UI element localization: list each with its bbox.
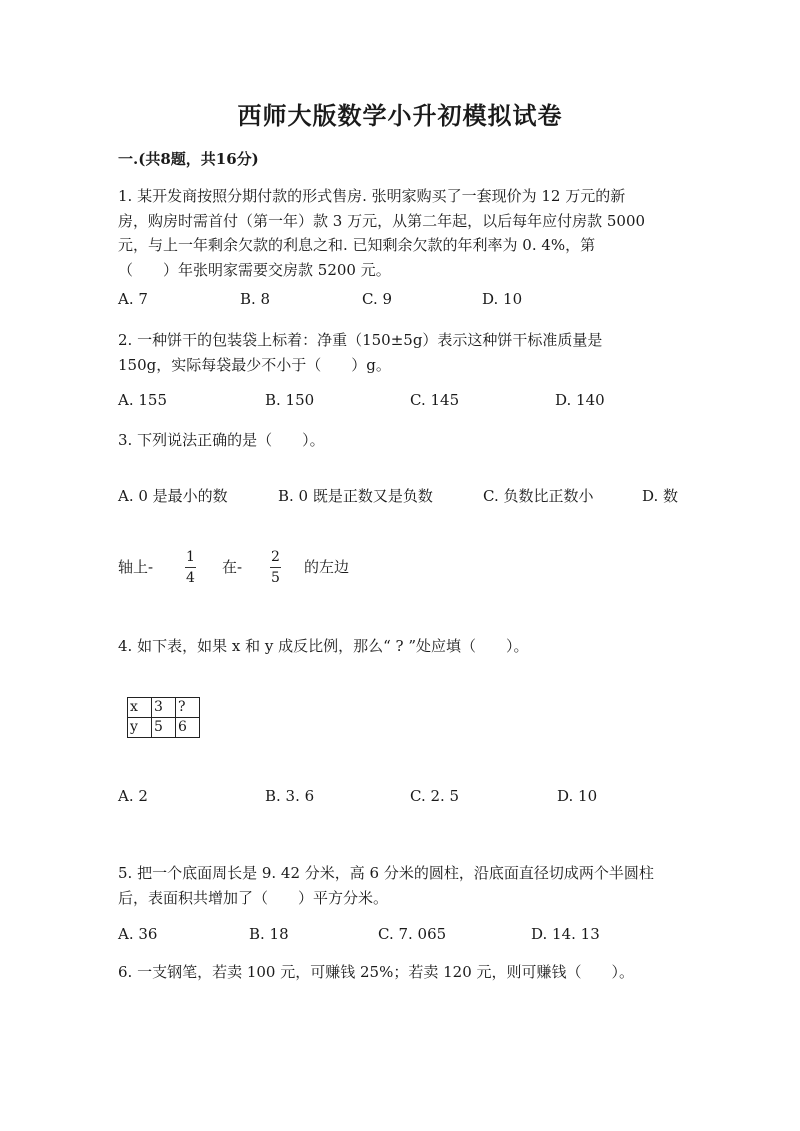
question-line: 4. 如下表，如果 x 和 y 成反比例，那么“ ? ”处应填（ ）。: [118, 637, 529, 655]
xy-table: [127, 697, 200, 738]
option-c: C. 145: [410, 391, 460, 409]
question-line: 2. 一种饼干的包装袋上标着：净重（150±5g）表示这种饼干标准质量是: [118, 331, 603, 349]
fraction-numerator: 1: [186, 549, 195, 565]
question-line: （ ）年张明家需要交房款 5200 元。: [118, 260, 391, 279]
question-line: 房，购房时需首付（第一年）款 3 万元，从第二年起，以后每年应付房款 5000: [118, 211, 646, 230]
page-title: 西师大版数学小升初模拟试卷: [237, 101, 563, 130]
fraction-one-quarter: [185, 549, 196, 586]
section-heading: 一.(共8题，共16分): [118, 150, 259, 168]
fraction-two-fifths: [270, 549, 281, 586]
fraction-denominator: 4: [186, 570, 195, 586]
question-5: [118, 861, 684, 910]
option-d: D. 10: [482, 290, 523, 308]
option-b: B. 3. 6: [265, 787, 315, 805]
fraction-bar: [270, 567, 281, 568]
option-a: A. 7: [118, 290, 148, 308]
question-2: [118, 328, 684, 377]
table-cell: 3: [152, 698, 176, 718]
option-a: A. 155: [118, 391, 167, 409]
question-line: 1. 某开发商按照分期付款的形式售房. 张明家购买了一套现价为 12 万元的新: [118, 187, 626, 205]
question-line: 5. 把一个底面周长是 9. 42 分米，高 6 分米的圆柱，沿底面直径切成两个半圆柱: [118, 864, 654, 882]
table-row: [128, 698, 200, 718]
question-line: 150g，实际每袋最少不小于（ ）g。: [118, 355, 391, 374]
question-1: [118, 184, 684, 282]
option-b: B. 8: [240, 290, 271, 308]
option-b: B. 150: [265, 391, 315, 409]
question-4: [118, 634, 684, 659]
question-line: 元，与上一年剩余欠款的利息之和. 已知剩余欠款的年利率为 0. 4%，第: [118, 236, 596, 254]
option-c: C. 9: [362, 290, 393, 308]
table-cell: x: [128, 698, 152, 718]
option-b: B. 18: [249, 925, 289, 943]
continuation-text: 的左边: [304, 558, 350, 576]
option-a: A. 2: [118, 787, 148, 805]
table-cell: y: [128, 718, 152, 738]
question-3: [118, 428, 684, 453]
continuation-text: 在-: [222, 558, 243, 576]
continuation-text: 轴上-: [118, 558, 154, 576]
option-b: B. 0 既是正数又是负数: [278, 487, 433, 505]
fraction-numerator: 2: [271, 549, 280, 565]
table-cell: 5: [152, 718, 176, 738]
fraction-denominator: 5: [271, 570, 280, 586]
option-a: A. 36: [118, 925, 158, 943]
question-line: 后，表面积共增加了（ ）平方分米。: [118, 888, 389, 907]
table-cell: 6: [176, 718, 200, 738]
option-d: D. 14. 13: [531, 925, 600, 943]
question-line: 6. 一支钢笔，若卖 100 元，可赚钱 25%；若卖 120 元，则可赚钱（ ）。: [118, 963, 635, 981]
table-cell: ?: [176, 698, 200, 718]
option-d: D. 10: [557, 787, 598, 805]
option-c: C. 7. 065: [378, 925, 447, 943]
fraction-bar: [185, 567, 196, 568]
option-a: A. 0 是最小的数: [118, 487, 228, 505]
option-d: D. 数: [642, 487, 679, 505]
option-c: C. 2. 5: [410, 787, 460, 805]
option-d: D. 140: [555, 391, 605, 409]
question-6: [118, 960, 684, 985]
question-line: 3. 下列说法正确的是（ ）。: [118, 431, 325, 449]
option-c: C. 负数比正数小: [483, 487, 594, 505]
table-row: [128, 718, 200, 738]
